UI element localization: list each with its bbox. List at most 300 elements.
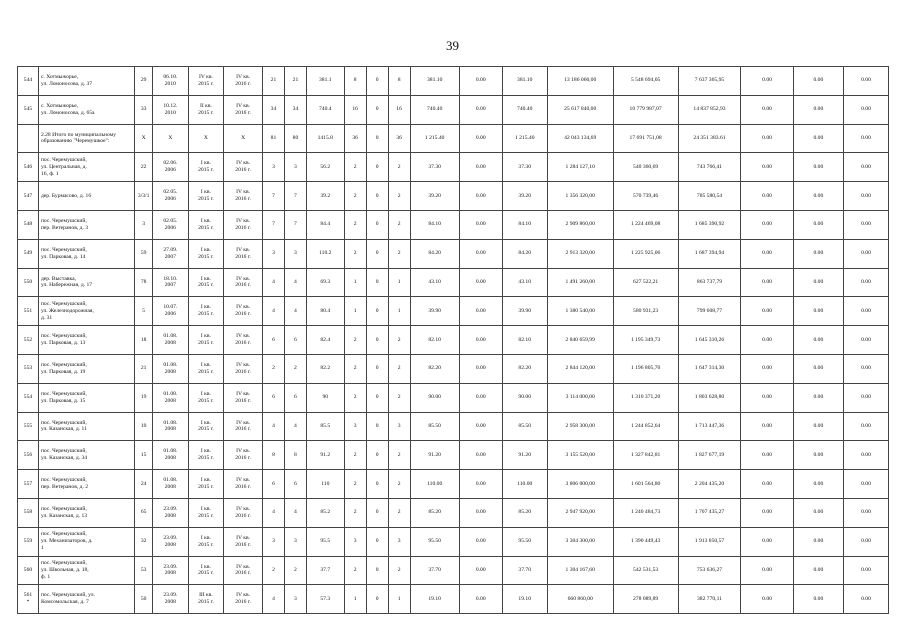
table-cell: 01.08. 2008 bbox=[153, 470, 189, 499]
table-cell: 23.09. 2008 bbox=[153, 498, 189, 527]
table-cell: 0 bbox=[366, 527, 388, 556]
table-cell: 01.08. 2008 bbox=[153, 354, 189, 383]
table-cell: II кв. 2015 г. bbox=[188, 95, 224, 124]
table-cell: 0.00 bbox=[843, 95, 888, 124]
table-cell: 2 bbox=[388, 470, 410, 499]
table-row bbox=[18, 585, 889, 614]
table-cell: 6 bbox=[262, 326, 284, 355]
row-number-cell: 549 bbox=[18, 239, 39, 268]
address-cell: пос. Черемушский, ул. Парковая, д. 14 bbox=[38, 239, 134, 268]
table-cell: 8 bbox=[388, 67, 410, 96]
table-row bbox=[18, 412, 889, 441]
table-cell: 1 215.40 bbox=[502, 124, 547, 153]
table-cell: 36 bbox=[344, 124, 366, 153]
table-cell: 0.00 bbox=[741, 153, 793, 182]
table-cell: 0.00 bbox=[793, 153, 843, 182]
table-cell: 1 bbox=[388, 585, 410, 614]
table-cell: 743 766,41 bbox=[678, 153, 741, 182]
table-cell: 0.00 bbox=[459, 412, 502, 441]
table-cell: 3 bbox=[262, 527, 284, 556]
table-cell: 10.12. 2010 bbox=[153, 95, 189, 124]
address-cell: 2.28 Итого по муниципальному образованию "Черемушкое": bbox=[38, 124, 134, 153]
table-cell: 0.00 bbox=[459, 95, 502, 124]
table-cell: 2 bbox=[344, 326, 366, 355]
table-cell: 23.09. 2008 bbox=[153, 585, 189, 614]
address-cell: пос. Черемушский, ул. Парковая, д. 19 bbox=[38, 354, 134, 383]
table-cell: 57.3 bbox=[306, 585, 344, 614]
table-cell: 0.00 bbox=[793, 95, 843, 124]
table-cell: 65 bbox=[135, 498, 153, 527]
table-cell: 0.00 bbox=[741, 95, 793, 124]
table-cell: 542 531,53 bbox=[613, 556, 678, 585]
table-cell: 6 bbox=[284, 470, 306, 499]
table-cell: 0.00 bbox=[741, 441, 793, 470]
table-cell: 3 bbox=[284, 239, 306, 268]
table-cell: 0.00 bbox=[459, 498, 502, 527]
table-cell: 84.4 bbox=[306, 210, 344, 239]
table-cell: 50 bbox=[135, 585, 153, 614]
table-cell: 0.00 bbox=[459, 527, 502, 556]
address-cell: пос. Черемушский, пер. Ветеранов, д. 2 bbox=[38, 470, 134, 499]
table-row bbox=[18, 383, 889, 412]
table-cell: IV кв. 2015 г. bbox=[188, 67, 224, 96]
table-cell: 23.09. 2008 bbox=[153, 527, 189, 556]
table-cell: 0.00 bbox=[843, 326, 888, 355]
table-cell: 0.00 bbox=[793, 585, 843, 614]
table-cell: 2 bbox=[388, 441, 410, 470]
table-cell: 8 bbox=[284, 441, 306, 470]
table-cell: I кв. 2015 г. bbox=[188, 383, 224, 412]
table-cell: 82.10 bbox=[502, 326, 547, 355]
table-cell: I кв. 2015 г. bbox=[188, 527, 224, 556]
table-cell: 1 284 127,10 bbox=[547, 153, 613, 182]
table-cell: 0.00 bbox=[741, 556, 793, 585]
row-number-cell bbox=[18, 124, 39, 153]
table-cell: 4 bbox=[284, 268, 306, 297]
table-cell: 2 bbox=[388, 210, 410, 239]
table-cell: X bbox=[135, 124, 153, 153]
table-cell: 1 390 449,43 bbox=[613, 527, 678, 556]
table-cell: I кв. 2015 г. bbox=[188, 239, 224, 268]
table-cell: IV кв. 2016 г. bbox=[224, 67, 263, 96]
table-cell: 42 043 134,69 bbox=[547, 124, 613, 153]
table-cell: 278 089,89 bbox=[613, 585, 678, 614]
address-cell: пос. Черемушский, ул. Казанская, д. 34 bbox=[38, 441, 134, 470]
table-cell: 85.50 bbox=[502, 412, 547, 441]
table-cell: 7 bbox=[284, 182, 306, 211]
table-cell: 02.06. 2006 bbox=[153, 153, 189, 182]
table-cell: 2 bbox=[388, 182, 410, 211]
table-cell: 0.00 bbox=[459, 470, 502, 499]
table-cell: 90.00 bbox=[410, 383, 459, 412]
table-cell: 18 bbox=[135, 326, 153, 355]
table-cell: 1 310 371,20 bbox=[613, 383, 678, 412]
table-cell: 95.50 bbox=[410, 527, 459, 556]
table-cell: 3 bbox=[344, 412, 366, 441]
table-cell: 2 bbox=[262, 354, 284, 383]
table-cell: 0.00 bbox=[843, 268, 888, 297]
table-cell: 90 bbox=[306, 383, 344, 412]
table-cell: 1 196 805,70 bbox=[613, 354, 678, 383]
table-cell: 84.20 bbox=[410, 239, 459, 268]
table-cell: I кв. 2015 г. bbox=[188, 470, 224, 499]
table-cell: 0.00 bbox=[459, 67, 502, 96]
table-cell: 0.00 bbox=[459, 239, 502, 268]
table-cell: 0.00 bbox=[843, 153, 888, 182]
table-cell: 1 645 310,26 bbox=[678, 326, 741, 355]
table-cell: 0.00 bbox=[843, 585, 888, 614]
table-cell: 0.00 bbox=[793, 498, 843, 527]
table-cell: 69.3 bbox=[306, 268, 344, 297]
table-cell: 2 bbox=[344, 354, 366, 383]
table-cell: 3 114 000,00 bbox=[547, 383, 613, 412]
table-cell: 0.00 bbox=[843, 412, 888, 441]
table-cell: IV кв. 2016 г. bbox=[224, 153, 263, 182]
table-cell: 6 bbox=[284, 326, 306, 355]
table-cell: 2 bbox=[284, 556, 306, 585]
table-cell: 0.00 bbox=[741, 585, 793, 614]
table-cell: 37.30 bbox=[502, 153, 547, 182]
row-number-cell: 558 bbox=[18, 498, 39, 527]
table-cell: 15 bbox=[135, 441, 153, 470]
table-cell: 0 bbox=[366, 383, 388, 412]
table-cell: 540 360,69 bbox=[613, 153, 678, 182]
table-cell: 0.00 bbox=[459, 268, 502, 297]
table-cell: 1 380 540,00 bbox=[547, 297, 613, 326]
table-cell: 1 bbox=[344, 297, 366, 326]
table-row bbox=[18, 527, 889, 556]
table-cell: 660 860,00 bbox=[547, 585, 613, 614]
table-row bbox=[18, 182, 889, 211]
table-cell: 0.00 bbox=[843, 470, 888, 499]
table-cell: 2 bbox=[344, 210, 366, 239]
table-cell: 2 bbox=[388, 153, 410, 182]
table-cell: IV кв. 2016 г. bbox=[224, 297, 263, 326]
table-cell: 0.00 bbox=[843, 441, 888, 470]
table-cell: IV кв. 2016 г. bbox=[224, 95, 263, 124]
table-cell: 82.4 bbox=[306, 326, 344, 355]
table-cell: 0.00 bbox=[793, 470, 843, 499]
table-cell: 0.00 bbox=[741, 297, 793, 326]
table-cell: 85.2 bbox=[306, 498, 344, 527]
table-cell: 01.08. 2008 bbox=[153, 326, 189, 355]
table-cell: 0 bbox=[366, 210, 388, 239]
table-cell: IV кв. 2016 г. bbox=[224, 498, 263, 527]
table-cell: I кв. 2015 г. bbox=[188, 412, 224, 441]
table-cell: 0.00 bbox=[459, 297, 502, 326]
table-cell: 80.4 bbox=[306, 297, 344, 326]
table-cell: 91.2 bbox=[306, 441, 344, 470]
table-row bbox=[18, 354, 889, 383]
table-cell: 7 bbox=[284, 210, 306, 239]
table-cell: 84.10 bbox=[502, 210, 547, 239]
address-cell: пос. Черемушский, ул. Железнодорожная, д. 31 bbox=[38, 297, 134, 326]
row-number-cell: 555 bbox=[18, 412, 39, 441]
table-cell: 0.00 bbox=[741, 67, 793, 96]
table-cell: 2 bbox=[344, 498, 366, 527]
table-cell: 8 bbox=[344, 67, 366, 96]
table-cell: 2 bbox=[388, 326, 410, 355]
table-cell: 39.90 bbox=[502, 297, 547, 326]
table-cell: 740.40 bbox=[410, 95, 459, 124]
table-cell: IV кв. 2016 г. bbox=[224, 239, 263, 268]
table-cell: 0 bbox=[366, 556, 388, 585]
table-cell: 2 204 435,20 bbox=[678, 470, 741, 499]
table-cell: 2 909 860,00 bbox=[547, 210, 613, 239]
row-number-cell: 544 bbox=[18, 67, 39, 96]
table-cell: IV кв. 2016 г. bbox=[224, 527, 263, 556]
table-cell: 0.00 bbox=[793, 412, 843, 441]
table-cell: 1 707 435,27 bbox=[678, 498, 741, 527]
table-cell: 0.00 bbox=[741, 527, 793, 556]
table-cell: 0.00 bbox=[793, 527, 843, 556]
table-cell: 37.70 bbox=[502, 556, 547, 585]
table-cell: 84.20 bbox=[502, 239, 547, 268]
table-cell: 8 bbox=[262, 441, 284, 470]
table-cell: 1 356 320,00 bbox=[547, 182, 613, 211]
table-cell: 02.05. 2006 bbox=[153, 210, 189, 239]
table-cell: 0.00 bbox=[843, 297, 888, 326]
table-cell: 10.07. 2006 bbox=[153, 297, 189, 326]
table-cell: IV кв. 2016 г. bbox=[224, 182, 263, 211]
table-cell: 14 837 852,93 bbox=[678, 95, 741, 124]
table-cell: 4 bbox=[262, 297, 284, 326]
table-cell: I кв. 2015 г. bbox=[188, 153, 224, 182]
table-cell: 1 601 564,80 bbox=[613, 470, 678, 499]
table-cell: 0.00 bbox=[741, 210, 793, 239]
table-cell: 1 240 484,73 bbox=[613, 498, 678, 527]
table-cell: 84.10 bbox=[410, 210, 459, 239]
table-cell: 37.70 bbox=[410, 556, 459, 585]
table-cell: 02.05. 2006 bbox=[153, 182, 189, 211]
table-cell: 34 bbox=[284, 95, 306, 124]
table-cell: 6 bbox=[262, 470, 284, 499]
table-cell: 0.00 bbox=[793, 354, 843, 383]
table-cell: 82.10 bbox=[410, 326, 459, 355]
table-cell: 37.30 bbox=[410, 153, 459, 182]
table-row bbox=[18, 441, 889, 470]
table-cell: 39.90 bbox=[410, 297, 459, 326]
table-cell: 3 bbox=[262, 153, 284, 182]
table-cell: 7 637 365,95 bbox=[678, 67, 741, 96]
table-cell: 1415.8 bbox=[306, 124, 344, 153]
table-cell: 1 bbox=[388, 297, 410, 326]
table-cell: 0.00 bbox=[843, 124, 888, 153]
table-cell: 0.00 bbox=[741, 498, 793, 527]
table-cell: 0 bbox=[366, 470, 388, 499]
table-row bbox=[18, 95, 889, 124]
table-cell: 110.2 bbox=[306, 239, 344, 268]
table-cell: 0.00 bbox=[741, 124, 793, 153]
row-number-cell: 550 bbox=[18, 268, 39, 297]
table-cell: 753 636,27 bbox=[678, 556, 741, 585]
table-cell: 1 491 260,00 bbox=[547, 268, 613, 297]
table-cell: 0 bbox=[366, 182, 388, 211]
table-cell: 381.1 bbox=[306, 67, 344, 96]
table-cell: IV кв. 2016 г. bbox=[224, 412, 263, 441]
table-cell: 2 bbox=[344, 239, 366, 268]
row-number-cell: 545 bbox=[18, 95, 39, 124]
table-cell: X bbox=[153, 124, 189, 153]
row-number-cell: 554 bbox=[18, 383, 39, 412]
table-cell: 6 bbox=[262, 383, 284, 412]
table-cell: 21 bbox=[262, 67, 284, 96]
table-cell: IV кв. 2016 г. bbox=[224, 441, 263, 470]
table-cell: 0 bbox=[366, 354, 388, 383]
address-cell: с. Хотмыжорье, ул. Ломоносова, д. 37 bbox=[38, 67, 134, 96]
table-cell: 90.00 bbox=[502, 383, 547, 412]
table-cell: 01.08. 2008 bbox=[153, 383, 189, 412]
table-cell: 82.20 bbox=[410, 354, 459, 383]
table-cell: IV кв. 2016 г. bbox=[224, 470, 263, 499]
table-cell: 13 186 060,00 bbox=[547, 67, 613, 96]
table-cell: 2 bbox=[388, 556, 410, 585]
table-cell: 1 304 167,60 bbox=[547, 556, 613, 585]
table-cell: 1 244 852,64 bbox=[613, 412, 678, 441]
table-cell: 0.00 bbox=[793, 182, 843, 211]
table-cell: 0 bbox=[366, 268, 388, 297]
table-cell: 10 bbox=[135, 412, 153, 441]
table-cell: 0 bbox=[366, 95, 388, 124]
table-cell: 85.5 bbox=[306, 412, 344, 441]
table-cell: 2 bbox=[388, 383, 410, 412]
address-cell: пос. Черемушский, ул. Парковая, д. 15 bbox=[38, 383, 134, 412]
table-cell: 19.10 bbox=[410, 585, 459, 614]
table-cell: 4 bbox=[262, 268, 284, 297]
table-cell: 1 647 314,30 bbox=[678, 354, 741, 383]
table-cell: 0.00 bbox=[843, 67, 888, 96]
table-cell: 0.00 bbox=[741, 239, 793, 268]
table-cell: 18.10. 2007 bbox=[153, 268, 189, 297]
table-cell: 0.00 bbox=[741, 354, 793, 383]
address-cell: пос. Черемушский, пер. Ветеранов, д. 3 bbox=[38, 210, 134, 239]
table-cell: 0.00 bbox=[459, 210, 502, 239]
table-cell: IV кв. 2016 г. bbox=[224, 556, 263, 585]
table-cell: I кв. 2015 г. bbox=[188, 210, 224, 239]
table-cell: 0.00 bbox=[459, 441, 502, 470]
table-cell: 25 617 840,00 bbox=[547, 95, 613, 124]
table-cell: 0 bbox=[366, 412, 388, 441]
address-cell: пос. Черемушский, ул. Парковая, д. 13 bbox=[38, 326, 134, 355]
table-cell: 85.20 bbox=[410, 498, 459, 527]
table-cell: 2 958 300,00 bbox=[547, 412, 613, 441]
table-cell: X bbox=[188, 124, 224, 153]
table-cell: 0.00 bbox=[843, 527, 888, 556]
table-cell: 2 bbox=[344, 383, 366, 412]
address-cell: пос. Черемушский, ул. Школьная, д. 18, ф. 1 bbox=[38, 556, 134, 585]
row-number-cell: 553 bbox=[18, 354, 39, 383]
row-number-cell: 548 bbox=[18, 210, 39, 239]
table-cell: 627 522,21 bbox=[613, 268, 678, 297]
table-cell: 43.10 bbox=[502, 268, 547, 297]
page-number: 39 bbox=[446, 38, 459, 53]
table-cell: 3 155 520,00 bbox=[547, 441, 613, 470]
table-cell: IV кв. 2016 г. bbox=[224, 326, 263, 355]
resettlement-table bbox=[17, 66, 889, 614]
table-cell: 16 bbox=[344, 95, 366, 124]
table-cell: 0.00 bbox=[793, 239, 843, 268]
table-cell: 1 225 925,06 bbox=[613, 239, 678, 268]
table-cell: X bbox=[224, 124, 263, 153]
table-cell: I кв. 2015 г. bbox=[188, 182, 224, 211]
table-cell: IV кв. 2016 г. bbox=[224, 210, 263, 239]
table-cell: 0.00 bbox=[741, 470, 793, 499]
table-cell: 24 bbox=[135, 470, 153, 499]
table-cell: 3 bbox=[262, 239, 284, 268]
table-cell: 0.00 bbox=[843, 210, 888, 239]
address-cell: пос. Черемушский, ул. Казанская, д. 13 bbox=[38, 498, 134, 527]
table-cell: 580 931,23 bbox=[613, 297, 678, 326]
row-number-cell: 547 bbox=[18, 182, 39, 211]
table-cell: 0 bbox=[366, 326, 388, 355]
table-cell: 34 bbox=[262, 95, 284, 124]
table-cell: 2 947 920,00 bbox=[547, 498, 613, 527]
table-cell: 110 bbox=[306, 470, 344, 499]
table-cell: I кв. 2015 г. bbox=[188, 297, 224, 326]
table-cell: 382 770,11 bbox=[678, 585, 741, 614]
table-cell: 0.00 bbox=[793, 268, 843, 297]
table-cell: 4 bbox=[262, 585, 284, 614]
table-cell: 81 bbox=[262, 124, 284, 153]
table-cell: 0.00 bbox=[459, 354, 502, 383]
table-cell: 0.00 bbox=[793, 383, 843, 412]
table-cell: 0.00 bbox=[741, 182, 793, 211]
table-cell: 2 bbox=[284, 354, 306, 383]
row-number-cell: 560 bbox=[18, 556, 39, 585]
table-cell: 4 bbox=[262, 498, 284, 527]
table-cell: 3 bbox=[284, 585, 306, 614]
table-cell: 7 bbox=[262, 182, 284, 211]
table-cell: 82.2 bbox=[306, 354, 344, 383]
row-number-cell: 561 * bbox=[18, 585, 39, 614]
table-cell: 3 bbox=[284, 153, 306, 182]
table-cell: 01.08. 2008 bbox=[153, 412, 189, 441]
table-row bbox=[18, 326, 889, 355]
table-cell: 0.00 bbox=[793, 124, 843, 153]
row-number-cell: 557 bbox=[18, 470, 39, 499]
table-row bbox=[18, 498, 889, 527]
table-cell: 2 913 320,00 bbox=[547, 239, 613, 268]
table-cell: 91.20 bbox=[410, 441, 459, 470]
table-row bbox=[18, 67, 889, 96]
table-cell: 85.50 bbox=[410, 412, 459, 441]
table-cell: 0 bbox=[366, 153, 388, 182]
table-cell: 863 737,79 bbox=[678, 268, 741, 297]
table-cell: 0.00 bbox=[843, 354, 888, 383]
table-cell: 3 bbox=[388, 527, 410, 556]
table-cell: 22 bbox=[135, 153, 153, 182]
table-cell: 785 580,54 bbox=[678, 182, 741, 211]
table-cell: 0.00 bbox=[741, 326, 793, 355]
table-cell: 0 bbox=[366, 239, 388, 268]
table-cell: 0.00 bbox=[459, 585, 502, 614]
address-cell: пос. Черемушский, ул. Механизаторов, д. 1 bbox=[38, 527, 134, 556]
table-cell: 1 195 349,73 bbox=[613, 326, 678, 355]
table-row bbox=[18, 239, 889, 268]
table-row bbox=[18, 210, 889, 239]
table-cell: 0.00 bbox=[741, 383, 793, 412]
table-cell: 0.00 bbox=[793, 326, 843, 355]
table-cell: 0.00 bbox=[843, 182, 888, 211]
address-cell: дер. Бурмасово, д. 16 bbox=[38, 182, 134, 211]
table-cell: 2 bbox=[344, 153, 366, 182]
table-cell: 2 bbox=[344, 182, 366, 211]
table-cell: 27.09. 2007 bbox=[153, 239, 189, 268]
table-cell: III кв. 2015 г. bbox=[188, 585, 224, 614]
table-cell: 78 bbox=[135, 268, 153, 297]
table-cell: 95.5 bbox=[306, 527, 344, 556]
table-cell: 19 bbox=[135, 383, 153, 412]
